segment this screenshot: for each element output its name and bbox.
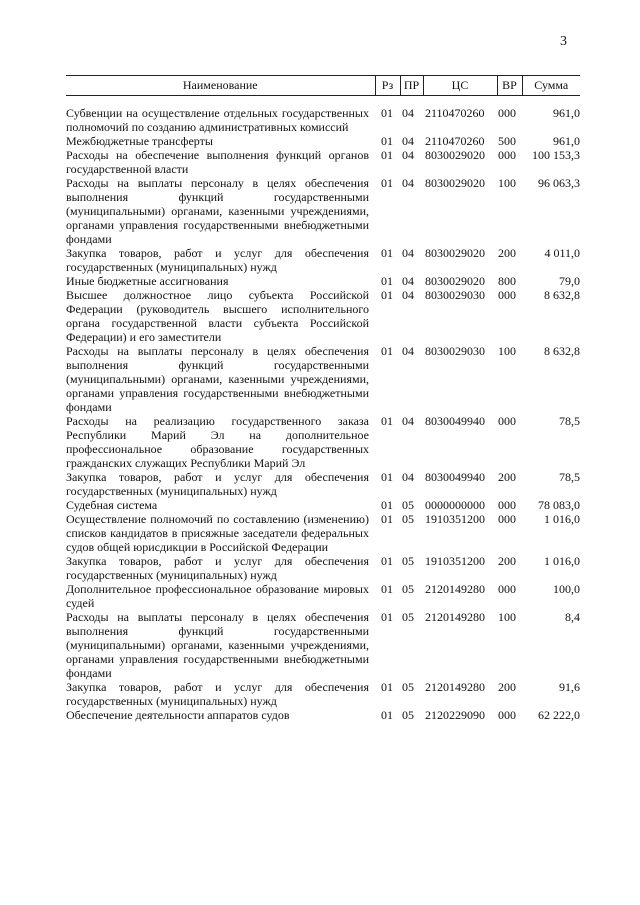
cell-vr: 100 bbox=[498, 344, 516, 358]
cell-rz: 01 bbox=[381, 106, 393, 120]
cell-cs: 8030049940 bbox=[425, 414, 485, 428]
cell-pr: 04 bbox=[402, 246, 414, 260]
cell-sum: 961,0 bbox=[553, 134, 580, 148]
cell-sum: 100 153,3 bbox=[532, 148, 580, 162]
cell-pr: 05 bbox=[402, 582, 414, 596]
cell-name: Расходы на реализацию государственного заказа Республики Марий Эл на дополнительное профессиональное образование государственных гражданских служащих Республики Марий Эл bbox=[66, 414, 369, 470]
cell-sum: 8 632,8 bbox=[544, 288, 580, 302]
cell-name: Судебная система bbox=[66, 498, 158, 512]
cell-sum: 1 016,0 bbox=[544, 512, 580, 526]
cell-cs: 1910351200 bbox=[425, 512, 485, 526]
cell-name: Субвенции на осуществление отдельных государственных полномочий по созданию административных комиссий bbox=[66, 106, 369, 134]
cell-pr: 05 bbox=[402, 554, 414, 568]
cell-name: Расходы на выплаты персоналу в целях обеспечения выполнения функций государственными (муниципальными) органами, казенными учреждениями, органами управления государственными внебюджетными фондами bbox=[66, 344, 369, 414]
cell-rz: 01 bbox=[381, 680, 393, 694]
cell-sum: 78,5 bbox=[559, 414, 580, 428]
cell-vr: 000 bbox=[498, 148, 516, 162]
cell-cs: 8030029020 bbox=[425, 176, 485, 190]
cell-pr: 05 bbox=[402, 512, 414, 526]
table-row bbox=[66, 176, 580, 246]
cell-pr: 04 bbox=[402, 470, 414, 484]
cell-rz: 01 bbox=[381, 554, 393, 568]
cell-cs: 8030029020 bbox=[425, 148, 485, 162]
cell-cs: 0000000000 bbox=[425, 498, 485, 512]
cell-cs: 2120229090 bbox=[425, 708, 485, 722]
header-name: Наименование bbox=[66, 76, 375, 96]
cell-vr: 100 bbox=[498, 610, 516, 624]
cell-pr: 05 bbox=[402, 708, 414, 722]
header-rz: Рз bbox=[375, 76, 400, 96]
table-row bbox=[66, 470, 580, 498]
cell-sum: 1 016,0 bbox=[544, 554, 580, 568]
cell-name: Межбюджетные трансферты bbox=[66, 134, 213, 148]
cell-vr: 200 bbox=[498, 554, 516, 568]
cell-rz: 01 bbox=[381, 344, 393, 358]
header-cs: ЦС bbox=[423, 76, 497, 96]
cell-cs: 2120149280 bbox=[425, 680, 485, 694]
cell-name: Закупка товаров, работ и услуг для обеспечения государственных (муниципальных) нужд bbox=[66, 680, 369, 708]
table-row bbox=[66, 512, 580, 554]
cell-cs: 8030049940 bbox=[425, 470, 485, 484]
cell-vr: 000 bbox=[498, 106, 516, 120]
cell-cs: 2120149280 bbox=[425, 582, 485, 596]
cell-vr: 500 bbox=[498, 134, 516, 148]
cell-rz: 01 bbox=[381, 470, 393, 484]
cell-vr: 200 bbox=[498, 246, 516, 260]
table-row bbox=[66, 554, 580, 582]
cell-sum: 4 011,0 bbox=[544, 246, 580, 260]
cell-vr: 000 bbox=[498, 414, 516, 428]
cell-cs: 8030029030 bbox=[425, 344, 485, 358]
cell-vr: 000 bbox=[498, 498, 516, 512]
cell-cs: 8030029020 bbox=[425, 246, 485, 260]
cell-vr: 100 bbox=[498, 176, 516, 190]
cell-sum: 78,5 bbox=[559, 470, 580, 484]
cell-name: Закупка товаров, работ и услуг для обеспечения государственных (муниципальных) нужд bbox=[66, 554, 369, 582]
budget-table bbox=[66, 75, 580, 722]
cell-rz: 01 bbox=[381, 288, 393, 302]
cell-rz: 01 bbox=[381, 176, 393, 190]
cell-vr: 000 bbox=[498, 288, 516, 302]
cell-name: Расходы на выплаты персоналу в целях обеспечения выполнения функций государственными (муниципальными) органами, казенными учреждениями, органами управления государственными внебюджетными фондами bbox=[66, 176, 369, 246]
cell-name: Осуществление полномочий по составлению (изменению) списков кандидатов в присяжные заседатели федеральных судов общей юрисдикции в Российской Федерации bbox=[66, 512, 369, 554]
page-number: 3 bbox=[560, 34, 567, 49]
cell-pr: 04 bbox=[402, 134, 414, 148]
cell-rz: 01 bbox=[381, 414, 393, 428]
header-vr: ВР bbox=[497, 76, 522, 96]
table-row bbox=[66, 582, 580, 610]
cell-name: Закупка товаров, работ и услуг для обеспечения государственных (муниципальных) нужд bbox=[66, 470, 369, 498]
cell-pr: 05 bbox=[402, 610, 414, 624]
table-row bbox=[66, 106, 580, 134]
cell-sum: 62 222,0 bbox=[538, 708, 580, 722]
cell-vr: 000 bbox=[498, 512, 516, 526]
cell-pr: 05 bbox=[402, 498, 414, 512]
cell-name: Дополнительное профессиональное образование мировых судей bbox=[66, 582, 369, 610]
table-row bbox=[66, 708, 580, 722]
table-body bbox=[66, 106, 580, 722]
cell-rz: 01 bbox=[381, 274, 393, 288]
cell-vr: 000 bbox=[498, 582, 516, 596]
cell-vr: 000 bbox=[498, 708, 516, 722]
cell-pr: 04 bbox=[402, 344, 414, 358]
cell-rz: 01 bbox=[381, 708, 393, 722]
cell-rz: 01 bbox=[381, 512, 393, 526]
cell-sum: 961,0 bbox=[553, 106, 580, 120]
cell-rz: 01 bbox=[381, 134, 393, 148]
cell-rz: 01 bbox=[381, 610, 393, 624]
table-row bbox=[66, 680, 580, 708]
cell-cs: 8030029020 bbox=[425, 274, 485, 288]
cell-vr: 200 bbox=[498, 470, 516, 484]
cell-rz: 01 bbox=[381, 582, 393, 596]
cell-cs: 2110470260 bbox=[425, 134, 485, 148]
cell-sum: 96 063,3 bbox=[538, 176, 580, 190]
header-pr: ПР bbox=[400, 76, 423, 96]
table-row bbox=[66, 246, 580, 274]
cell-cs: 8030029030 bbox=[425, 288, 485, 302]
table-row bbox=[66, 148, 580, 176]
table-row bbox=[66, 498, 580, 512]
table-row bbox=[66, 344, 580, 414]
cell-sum: 8,4 bbox=[565, 610, 580, 624]
cell-name: Расходы на обеспечение выполнения функций органов государственной власти bbox=[66, 148, 369, 176]
cell-name: Закупка товаров, работ и услуг для обеспечения государственных (муниципальных) нужд bbox=[66, 246, 369, 274]
cell-pr: 05 bbox=[402, 680, 414, 694]
cell-cs: 1910351200 bbox=[425, 554, 485, 568]
cell-vr: 800 bbox=[498, 274, 516, 288]
cell-name: Высшее должностное лицо субъекта Российской Федерации (руководитель высшего исполнительного органа государственной власти субъекта Российской Федерации) и его заместители bbox=[66, 288, 369, 344]
cell-pr: 04 bbox=[402, 148, 414, 162]
cell-sum: 91,6 bbox=[559, 680, 580, 694]
cell-vr: 200 bbox=[498, 680, 516, 694]
table-row bbox=[66, 288, 580, 344]
table-row bbox=[66, 274, 580, 288]
header-sum: Сумма bbox=[522, 76, 580, 96]
cell-rz: 01 bbox=[381, 498, 393, 512]
cell-cs: 2120149280 bbox=[425, 610, 485, 624]
cell-sum: 78 083,0 bbox=[538, 498, 580, 512]
cell-name: Обеспечение деятельности аппаратов судов bbox=[66, 708, 290, 722]
cell-rz: 01 bbox=[381, 246, 393, 260]
table-row bbox=[66, 414, 580, 470]
cell-rz: 01 bbox=[381, 148, 393, 162]
table-row bbox=[66, 610, 580, 680]
cell-cs: 2110470260 bbox=[425, 106, 485, 120]
cell-pr: 04 bbox=[402, 414, 414, 428]
cell-sum: 79,0 bbox=[559, 274, 580, 288]
cell-name: Расходы на выплаты персоналу в целях обеспечения выполнения функций государственными (муниципальными) органами, казенными учреждениями, органами управления государственными внебюджетными фондами bbox=[66, 610, 369, 680]
cell-pr: 04 bbox=[402, 288, 414, 302]
cell-pr: 04 bbox=[402, 274, 414, 288]
cell-sum: 8 632,8 bbox=[544, 344, 580, 358]
table-header-row bbox=[66, 76, 580, 96]
table-row bbox=[66, 134, 580, 148]
cell-pr: 04 bbox=[402, 106, 414, 120]
cell-pr: 04 bbox=[402, 176, 414, 190]
cell-name: Иные бюджетные ассигнования bbox=[66, 274, 229, 288]
cell-sum: 100,0 bbox=[553, 582, 580, 596]
